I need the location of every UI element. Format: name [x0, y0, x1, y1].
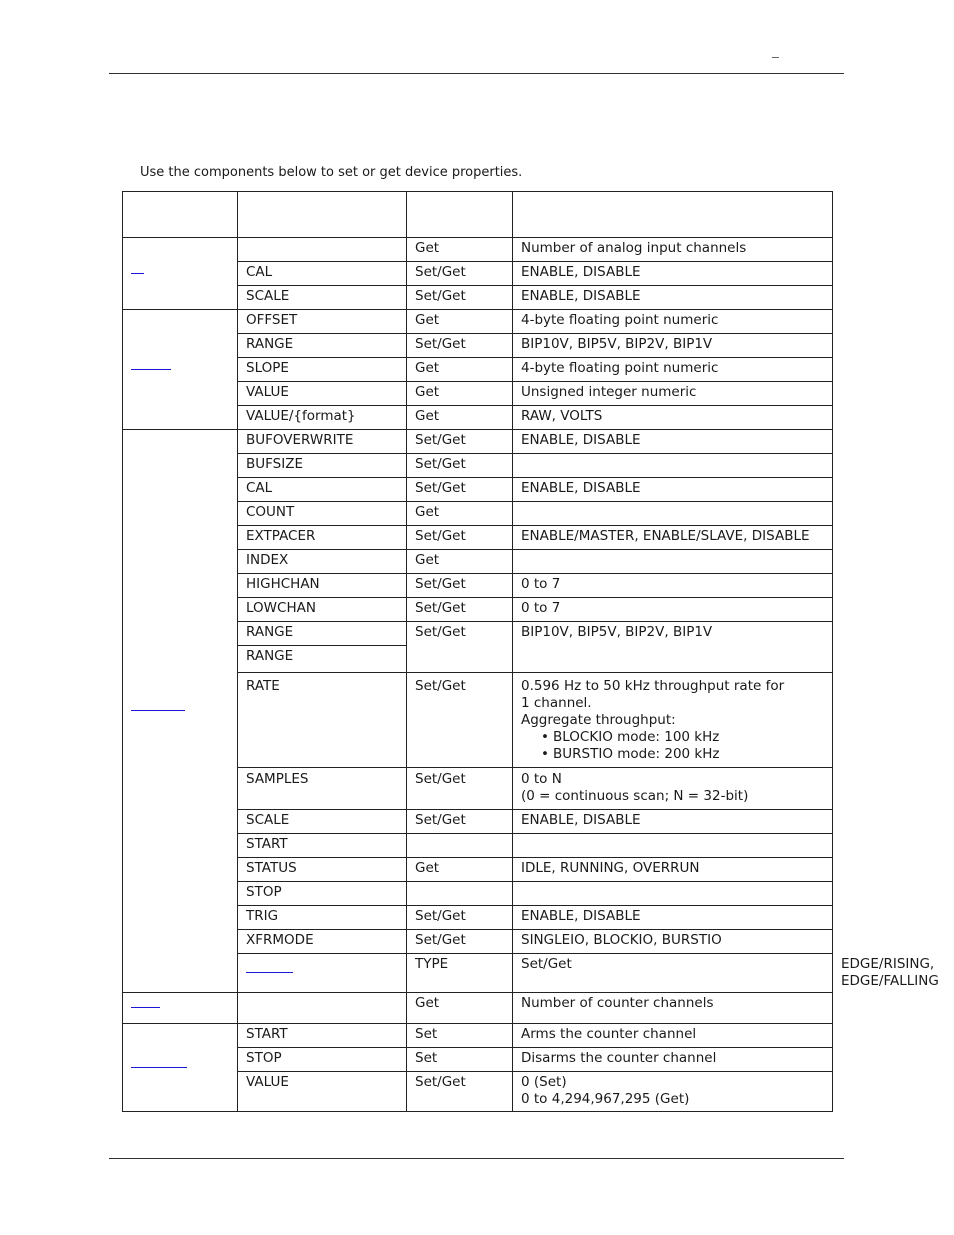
access-cell: Set — [407, 1048, 513, 1072]
property-cell: INDEX — [238, 550, 407, 574]
access-cell: Set/Get — [407, 286, 513, 310]
header-rule — [109, 73, 844, 74]
values-cell — [513, 768, 833, 810]
access-cell: Set/Get — [407, 526, 513, 550]
values-cell: RAW, VOLTS — [513, 406, 833, 430]
component-cell — [238, 954, 407, 993]
component-cell — [123, 238, 238, 310]
table-row — [123, 1024, 833, 1048]
values-cell: IDLE, RUNNING, OVERRUN — [513, 858, 833, 882]
access-cell: Get — [407, 310, 513, 334]
values-cell: Disarms the counter channel — [513, 1048, 833, 1072]
property-cell — [238, 993, 407, 1024]
values-cell — [513, 454, 833, 478]
access-cell: Set/Get — [407, 673, 513, 768]
values-cell: ENABLE, DISABLE — [513, 478, 833, 502]
values-cell — [513, 502, 833, 526]
rate-bullet-list — [521, 729, 824, 763]
rate-line: Aggregate throughput: — [521, 712, 676, 728]
access-cell: Get — [407, 550, 513, 574]
property-cell: HIGHCHAN — [238, 574, 407, 598]
values-cell: ENABLE, DISABLE — [513, 286, 833, 310]
component-cell — [123, 993, 238, 1024]
property-cell: STOP — [238, 1048, 407, 1072]
properties-table — [122, 191, 939, 1112]
access-cell: Set/Get — [407, 430, 513, 454]
rate-line: 1 channel. — [521, 695, 592, 711]
access-cell: Get — [407, 382, 513, 406]
property-cell: CAL — [238, 262, 407, 286]
access-cell: Set/Get — [407, 1072, 513, 1112]
property-cell: START — [238, 1024, 407, 1048]
property-cell: SCALE — [238, 810, 407, 834]
property-cell: SAMPLES — [238, 768, 407, 810]
values-cell: ENABLE, DISABLE — [513, 430, 833, 454]
values-cell — [513, 1072, 833, 1112]
values-cell: 0 to 7 — [513, 598, 833, 622]
component-link[interactable] — [131, 710, 185, 711]
values-cell: ENABLE, DISABLE — [513, 262, 833, 286]
intro-text: Use the components below to set or get device properties. — [140, 165, 523, 180]
access-cell: Set/Get — [407, 768, 513, 810]
header-cell — [513, 192, 833, 238]
access-cell: Set/Get — [407, 622, 513, 673]
access-cell: Get — [407, 502, 513, 526]
component-link[interactable] — [131, 369, 171, 370]
list-item: • BURSTIO mode: 200 kHz — [543, 746, 824, 763]
values-cell — [513, 834, 833, 858]
values-cell: 0 to 7 — [513, 574, 833, 598]
property-cell: TYPE — [407, 954, 513, 993]
table-row — [123, 238, 833, 262]
access-cell: Get — [407, 358, 513, 382]
access-cell — [407, 834, 513, 858]
access-cell: Set/Get — [407, 454, 513, 478]
header-mark — [772, 57, 779, 58]
footer-rule — [109, 1158, 844, 1159]
values-cell: ENABLE/MASTER, ENABLE/SLAVE, DISABLE — [513, 526, 833, 550]
property-cell: START — [238, 834, 407, 858]
access-cell — [407, 882, 513, 906]
access-cell: Get — [407, 993, 513, 1024]
property-cell: RANGE — [238, 622, 407, 646]
property-cell: EXTPACER — [238, 526, 407, 550]
header-cell — [238, 192, 407, 238]
values-cell: Unsigned integer numeric — [513, 382, 833, 406]
list-item: • BLOCKIO mode: 100 kHz — [543, 729, 824, 746]
access-cell: Set/Get — [513, 954, 833, 993]
values-cell: Number of counter channels — [513, 993, 833, 1024]
header-cell — [407, 192, 513, 238]
component-cell — [123, 310, 238, 430]
table-row — [123, 993, 833, 1024]
property-cell: SCALE — [238, 286, 407, 310]
component-cell — [123, 430, 238, 993]
property-cell: OFFSET — [238, 310, 407, 334]
access-cell: Set — [407, 1024, 513, 1048]
table-header-row — [123, 192, 833, 238]
table-row — [123, 310, 833, 334]
property-cell: SLOPE — [238, 358, 407, 382]
access-cell: Get — [407, 238, 513, 262]
values-cell: BIP10V, BIP5V, BIP2V, BIP1V — [513, 334, 833, 358]
property-cell: STATUS — [238, 858, 407, 882]
values-cell: 4-byte floating point numeric — [513, 310, 833, 334]
property-cell — [238, 238, 407, 262]
samples-line: (0 = continuous scan; N = 32-bit) — [521, 788, 749, 804]
values-cell: BIP10V, BIP5V, BIP2V, BIP1V — [513, 622, 833, 673]
access-cell: Set/Get — [407, 930, 513, 954]
rate-line: 0.596 Hz to 50 kHz throughput rate for — [521, 678, 785, 694]
values-cell: ENABLE, DISABLE — [513, 906, 833, 930]
header-cell — [123, 192, 238, 238]
values-cell — [513, 673, 833, 768]
values-cell: Number of analog input channels — [513, 238, 833, 262]
access-cell: Set/Get — [407, 262, 513, 286]
component-link[interactable] — [131, 273, 144, 274]
access-cell: Set/Get — [407, 478, 513, 502]
table-row — [123, 430, 833, 454]
access-cell: Set/Get — [407, 906, 513, 930]
property-cell: COUNT — [238, 502, 407, 526]
values-cell: Arms the counter channel — [513, 1024, 833, 1048]
access-cell: Get — [407, 406, 513, 430]
values-cell: 4-byte floating point numeric — [513, 358, 833, 382]
property-cell: XFRMODE — [238, 930, 407, 954]
property-cell: VALUE/{format} — [238, 406, 407, 430]
values-cell: ENABLE, DISABLE — [513, 810, 833, 834]
property-cell: VALUE — [238, 382, 407, 406]
component-link[interactable] — [246, 972, 293, 973]
property-cell: TRIG — [238, 906, 407, 930]
property-cell: BUFSIZE — [238, 454, 407, 478]
values-cell — [513, 882, 833, 906]
value-line: 0 to 4,294,967,295 (Get) — [521, 1091, 690, 1107]
property-cell: RANGE — [238, 646, 407, 673]
value-line: 0 (Set) — [521, 1074, 567, 1090]
component-link[interactable] — [131, 1007, 160, 1008]
access-cell: Set/Get — [407, 334, 513, 358]
property-cell: RATE — [238, 673, 407, 768]
access-cell: Set/Get — [407, 598, 513, 622]
component-link[interactable] — [131, 1067, 187, 1068]
property-cell: BUFOVERWRITE — [238, 430, 407, 454]
property-cell: RANGE — [238, 334, 407, 358]
samples-line: 0 to N — [521, 771, 562, 787]
property-cell: VALUE — [238, 1072, 407, 1112]
values-cell: SINGLEIO, BLOCKIO, BURSTIO — [513, 930, 833, 954]
property-cell: CAL — [238, 478, 407, 502]
access-cell: Set/Get — [407, 574, 513, 598]
access-cell: Get — [407, 858, 513, 882]
values-cell — [513, 550, 833, 574]
property-cell: LOWCHAN — [238, 598, 407, 622]
component-cell — [123, 1024, 238, 1112]
property-cell: STOP — [238, 882, 407, 906]
access-cell: Set/Get — [407, 810, 513, 834]
table-row: TYPE Set/Get EDGE/RISING, EDGE/FALLING — [123, 954, 833, 993]
